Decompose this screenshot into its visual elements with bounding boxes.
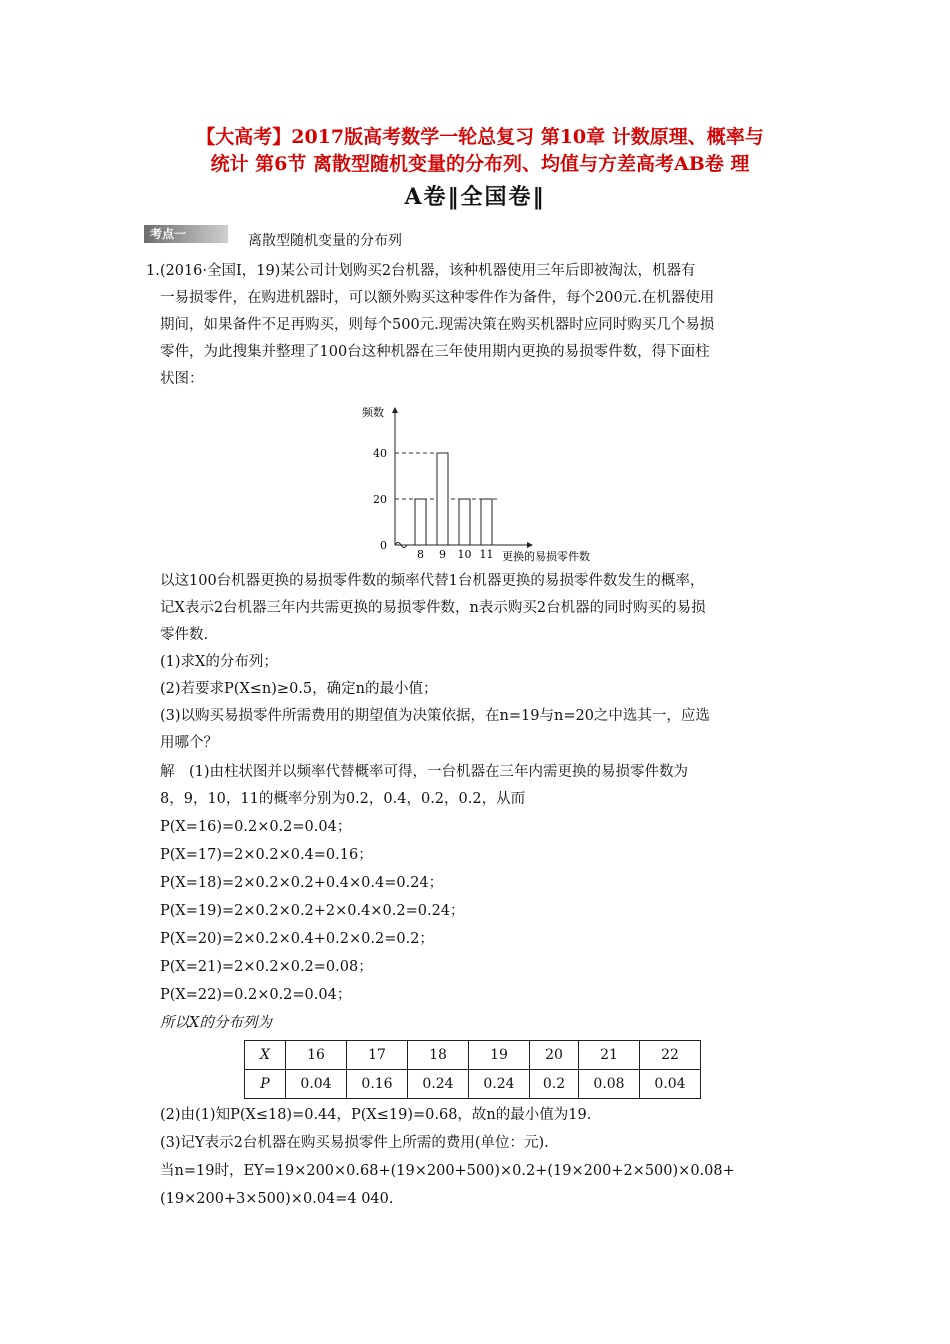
table-cell: P [245,1070,286,1099]
text-line: 以这100台机器更换的易损零件数的频率代替1台机器更换的易损零件数发生的概率， [160,573,705,589]
text-line: P(X=20)=2×0.2×0.4+0.2×0.2=0.2； [160,931,434,947]
text-line: 所以X的分布列为 [160,1015,272,1031]
text-line: (2)由(1)知P(X≤18)=0.44，P(X≤19)=0.68，故n的最小值为19. [160,1107,592,1123]
title-line-1: 【大高考】2017版高考数学一轮总复习 第10章 计数原理、概率与 [196,126,764,148]
y-axis-label: 频数 [362,406,384,419]
table-cell: 0.2 [530,1070,579,1099]
y-tick-label: 40 [373,447,387,460]
table-row [245,1070,701,1099]
topic-label: 离散型随机变量的分布列 [248,233,402,249]
x-axis-label: 更换的易损零件数 [502,550,590,563]
problem-line: 1.(2016·全国Ⅰ，19)某公司计划购买2台机器，该种机器使用三年后即被淘汰，机器有 [146,263,696,279]
text-line: P(X=16)=0.2×0.2=0.04； [160,819,352,835]
text-line: (3)记Y表示2台机器在购买易损零件上所需的费用(单位：元). [160,1135,549,1151]
x-tick-label: 10 [457,548,472,561]
table-cell: 22 [640,1041,701,1070]
y-tick-label: 0 [380,539,387,552]
table-cell: 17 [347,1041,408,1070]
table-cell: 0.24 [408,1070,469,1099]
table-cell: 0.16 [347,1070,408,1099]
problem-line: 状图： [160,371,204,387]
table-cell: 20 [530,1041,579,1070]
table-cell: 0.08 [579,1070,640,1099]
text-line: (2)若要求P(X≤n)≥0.5，确定n的最小值； [160,681,438,697]
table-cell: 0.24 [469,1070,530,1099]
bar-10 [459,499,470,545]
problem-line: 一易损零件，在购进机器时，可以额外购买这种零件作为备件，每个200元.在机器使用 [160,290,715,306]
table-cell: 0.04 [640,1070,701,1099]
table-cell: 0.04 [286,1070,347,1099]
table-cell: 21 [579,1041,640,1070]
text-line: (1)求X的分布列； [160,654,278,670]
text-line: 解 (1)由柱状图并以频率代替概率可得，一台机器在三年内需更换的易损零件数为 [160,764,689,780]
problem-line: 零件，为此搜集并整理了100台这种机器在三年使用期内更换的易损零件数，得下面柱 [160,344,710,360]
text-line: 零件数. [160,627,209,643]
x-tick-label: 11 [479,548,494,561]
table-cell: 18 [408,1041,469,1070]
table-row [245,1041,701,1070]
text-line: (3)以购买易损零件所需费用的期望值为决策依据，在n=19与n=20之中选其一，应选 [160,708,710,724]
bar-8 [415,499,426,545]
text-line: P(X=21)=2×0.2×0.2=0.08； [160,959,373,975]
table-cell: X [245,1041,286,1070]
bar-9 [437,453,448,545]
text-line: P(X=18)=2×0.2×0.2+0.4×0.4=0.24； [160,875,444,891]
distribution-table [244,1040,701,1099]
text-line: 当n=19时，EY=19×200×0.68+(19×200+500)×0.2+(19×200+2×500)×0.08+ [160,1163,735,1179]
topic-badge: 考点一 [144,225,228,243]
text-line: 记X表示2台机器三年内共需更换的易损零件数，n表示购买2台机器的同时购买的易损 [160,600,706,616]
section-heading: A卷‖全国卷‖ [404,184,546,210]
y-tick-label: 20 [373,493,387,506]
text-line: P(X=17)=2×0.2×0.4=0.16； [160,847,373,863]
text-line: 用哪个？ [160,735,218,751]
document-title [140,124,820,178]
table-cell: 19 [469,1041,530,1070]
problem-line: 期间，如果备件不足再购买，则每个500元.现需决策在购买机器时应同时购买几个易损 [160,317,715,333]
title-line-2: 统计 第6节 离散型随机变量的分布列、均值与方差高考AB卷 理 [210,153,750,175]
text-line: P(X=22)=0.2×0.2=0.04； [160,987,352,1003]
text-line: P(X=19)=2×0.2×0.2+2×0.4×0.2=0.24； [160,903,465,919]
bar-11 [481,499,492,545]
x-tick-label: 9 [439,548,446,561]
table-cell: 16 [286,1041,347,1070]
text-line: (19×200+3×500)×0.04=4 040. [160,1191,394,1207]
bar-chart [350,400,620,565]
text-line: 8，9，10，11的概率分别为0.2，0.4，0.2，0.2，从而 [160,791,526,807]
x-tick-label: 8 [417,548,424,561]
